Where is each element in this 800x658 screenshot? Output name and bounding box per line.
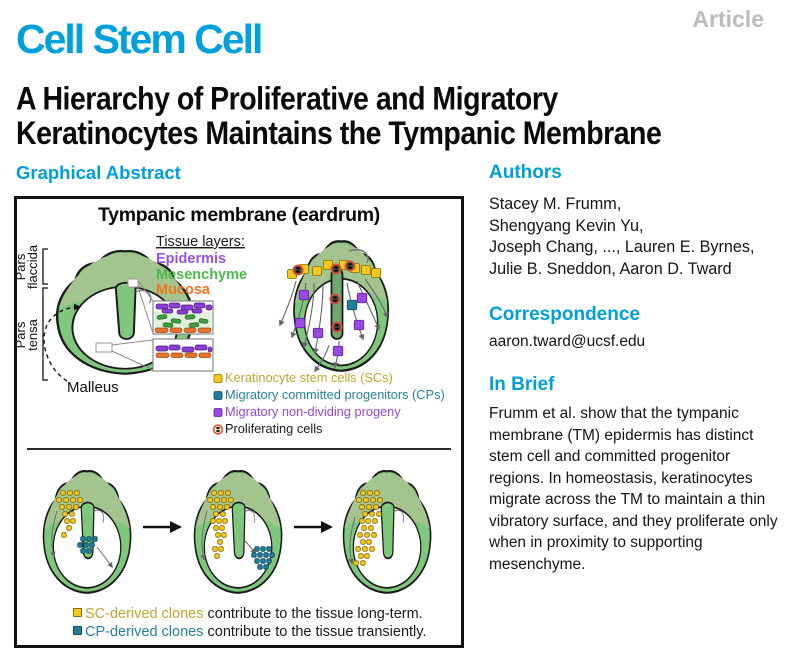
correspondence-email[interactable]: aaron.tward@ucsf.edu bbox=[489, 333, 646, 350]
sc-clone-legend-colored: SC-derived clones bbox=[85, 606, 204, 622]
proliferating-legend-label: Proliferating cells bbox=[225, 421, 323, 436]
paper-title bbox=[16, 82, 661, 151]
figure-divider bbox=[27, 448, 451, 450]
graphical-abstract-figure bbox=[14, 196, 464, 648]
pars-flaccida-label-line2: flaccida bbox=[25, 244, 40, 290]
eardrum-anatomy-diagram bbox=[13, 227, 463, 441]
stem-cell-legend-marker bbox=[214, 375, 222, 383]
author-line: Joseph Chang, ..., Lauren E. Byrnes, bbox=[489, 238, 755, 256]
progenitor-legend-marker bbox=[214, 392, 222, 400]
clone-legend bbox=[73, 605, 426, 641]
cell-type-legend bbox=[214, 370, 445, 436]
author-line: Shengyang Kevin Yu, bbox=[489, 216, 644, 235]
article-type-label: Article bbox=[692, 6, 764, 32]
progeny-legend-label: Migratory non-dividing progeny bbox=[225, 404, 401, 419]
figure-panel-title: Tympanic membrane (eardrum) bbox=[98, 204, 380, 226]
paper-title-line1: A Hierarchy of Proliferative and Migratory bbox=[16, 80, 558, 118]
stem-cell-legend-label: Keratinocyte stem cells (SCs) bbox=[225, 370, 393, 385]
tissue-layers-heading: Tissue layers: bbox=[156, 234, 245, 250]
cp-clone-legend-marker bbox=[73, 626, 82, 635]
tissue-layer-mucosa: Mucosa bbox=[156, 282, 210, 298]
progenitor-legend-label: Migratory committed progenitors (CPs) bbox=[225, 387, 445, 402]
sc-clone-legend-marker bbox=[73, 608, 82, 617]
author-line: Julie B. Sneddon, Aaron D. Tward bbox=[489, 259, 732, 278]
cp-clone-legend-rest: contribute to the tissue transiently. bbox=[203, 624, 427, 640]
pars-flaccida-label-line1: Pars bbox=[13, 253, 28, 281]
malleus-label: Malleus bbox=[67, 379, 119, 396]
correspondence-heading: Correspondence bbox=[489, 304, 640, 325]
cp-clone-legend-row bbox=[73, 623, 426, 641]
progeny-legend-marker bbox=[214, 409, 222, 417]
paper-title-line2: Keratinocytes Maintains the Tympanic Membrane bbox=[16, 115, 662, 153]
timepoint-2-eardrum bbox=[195, 471, 282, 593]
author-list bbox=[489, 194, 789, 280]
in-brief-text: Frumm et al. show that the tympanic membrane (TM) epidermis has distinct stem cell and committed progenitor regions. In homeostasis, keratinocytes migrate across the TM to maintain a thin vibratory surface, and they proliferate only when in proximity to supporting mesenchyme. bbox=[489, 405, 778, 573]
pars-tensa-label-line2: tensa bbox=[25, 319, 40, 351]
tissue-layer-epidermis: Epidermis bbox=[156, 251, 227, 267]
lower-tissue-sample-box bbox=[96, 343, 112, 352]
pars-tensa-histology-inset bbox=[153, 339, 213, 371]
committed-progenitor-cell bbox=[347, 300, 357, 310]
timepoint-1-eardrum bbox=[44, 471, 131, 593]
timepoint-3-eardrum bbox=[344, 471, 431, 593]
sc-clone-legend-rest: contribute to the tissue long-term. bbox=[203, 606, 423, 622]
tissue-layer-mesenchyme: Mesenchyme bbox=[156, 267, 248, 283]
proliferating-legend-marker bbox=[214, 425, 223, 434]
author-line: Stacey M. Frumm, bbox=[489, 195, 622, 213]
in-brief-heading: In Brief bbox=[489, 374, 555, 395]
clonal-timecourse-diagram bbox=[17, 459, 463, 601]
cp-clone-legend-colored: CP-derived clones bbox=[85, 624, 204, 640]
journal-logo: Cell Stem Cell bbox=[16, 16, 262, 62]
pars-flaccida-histology-inset bbox=[153, 301, 213, 334]
migration-eardrum-diagram bbox=[280, 241, 388, 371]
pars-tensa-label-line1: Pars bbox=[13, 321, 28, 349]
article-info-sidebar bbox=[489, 162, 789, 575]
upper-tissue-sample-box bbox=[128, 279, 138, 287]
pars-flaccida-bracket bbox=[43, 249, 48, 284]
sc-clone-legend-row bbox=[73, 605, 426, 623]
graphical-abstract-heading: Graphical Abstract bbox=[16, 162, 181, 183]
authors-heading: Authors bbox=[489, 162, 562, 183]
